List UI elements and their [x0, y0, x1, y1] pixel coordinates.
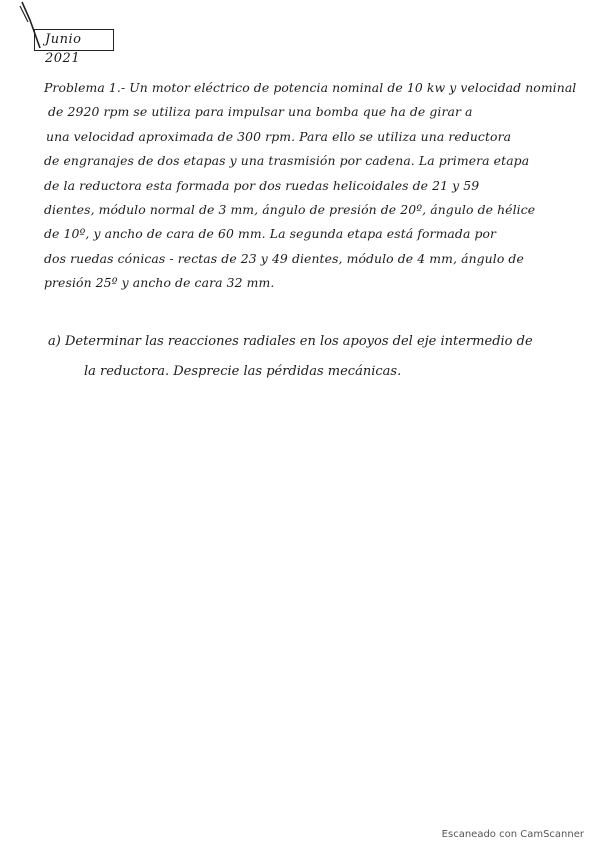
question-a — [48, 327, 548, 387]
question-line: la reductora. Desprecie las pérdidas mecánicas. — [84, 364, 402, 379]
problem-line: de la reductora esta formada por dos ruedas helicoidales de 21 y 59 — [44, 177, 480, 193]
question-line: a) Determinar las reacciones radiales en los apoyos del eje intermedio de — [48, 334, 533, 349]
problem-line: dos ruedas cónicas - rectas de 23 y 49 dientes, módulo de 4 mm, ángulo de — [44, 250, 524, 266]
problem-line: Problema 1.- Un motor eléctrico de potencia nominal de 10 kw y velocidad nominal — [44, 80, 577, 95]
problem-line: dientes, módulo normal de 3 mm, ángulo de presión de 20º, ángulo de hélice — [44, 202, 536, 218]
scanner-watermark: Escaneado con CamScanner — [441, 829, 584, 840]
date-label: Junio 2021 — [34, 29, 114, 51]
problem-line: de engranajes de dos etapas y una trasmisión por cadena. La primera etapa — [44, 153, 530, 169]
problem-statement — [44, 76, 577, 296]
problem-line: presión 25º y ancho de cara 32 mm. — [44, 275, 275, 291]
problem-line: de 10º, y ancho de cara de 60 mm. La segunda etapa está formada por — [44, 226, 497, 242]
problem-line: de 2920 rpm se utiliza para impulsar una bomba que ha de girar a — [48, 104, 473, 120]
problem-line: una velocidad aproximada de 300 rpm. Para ello se utiliza una reductora — [46, 128, 512, 144]
